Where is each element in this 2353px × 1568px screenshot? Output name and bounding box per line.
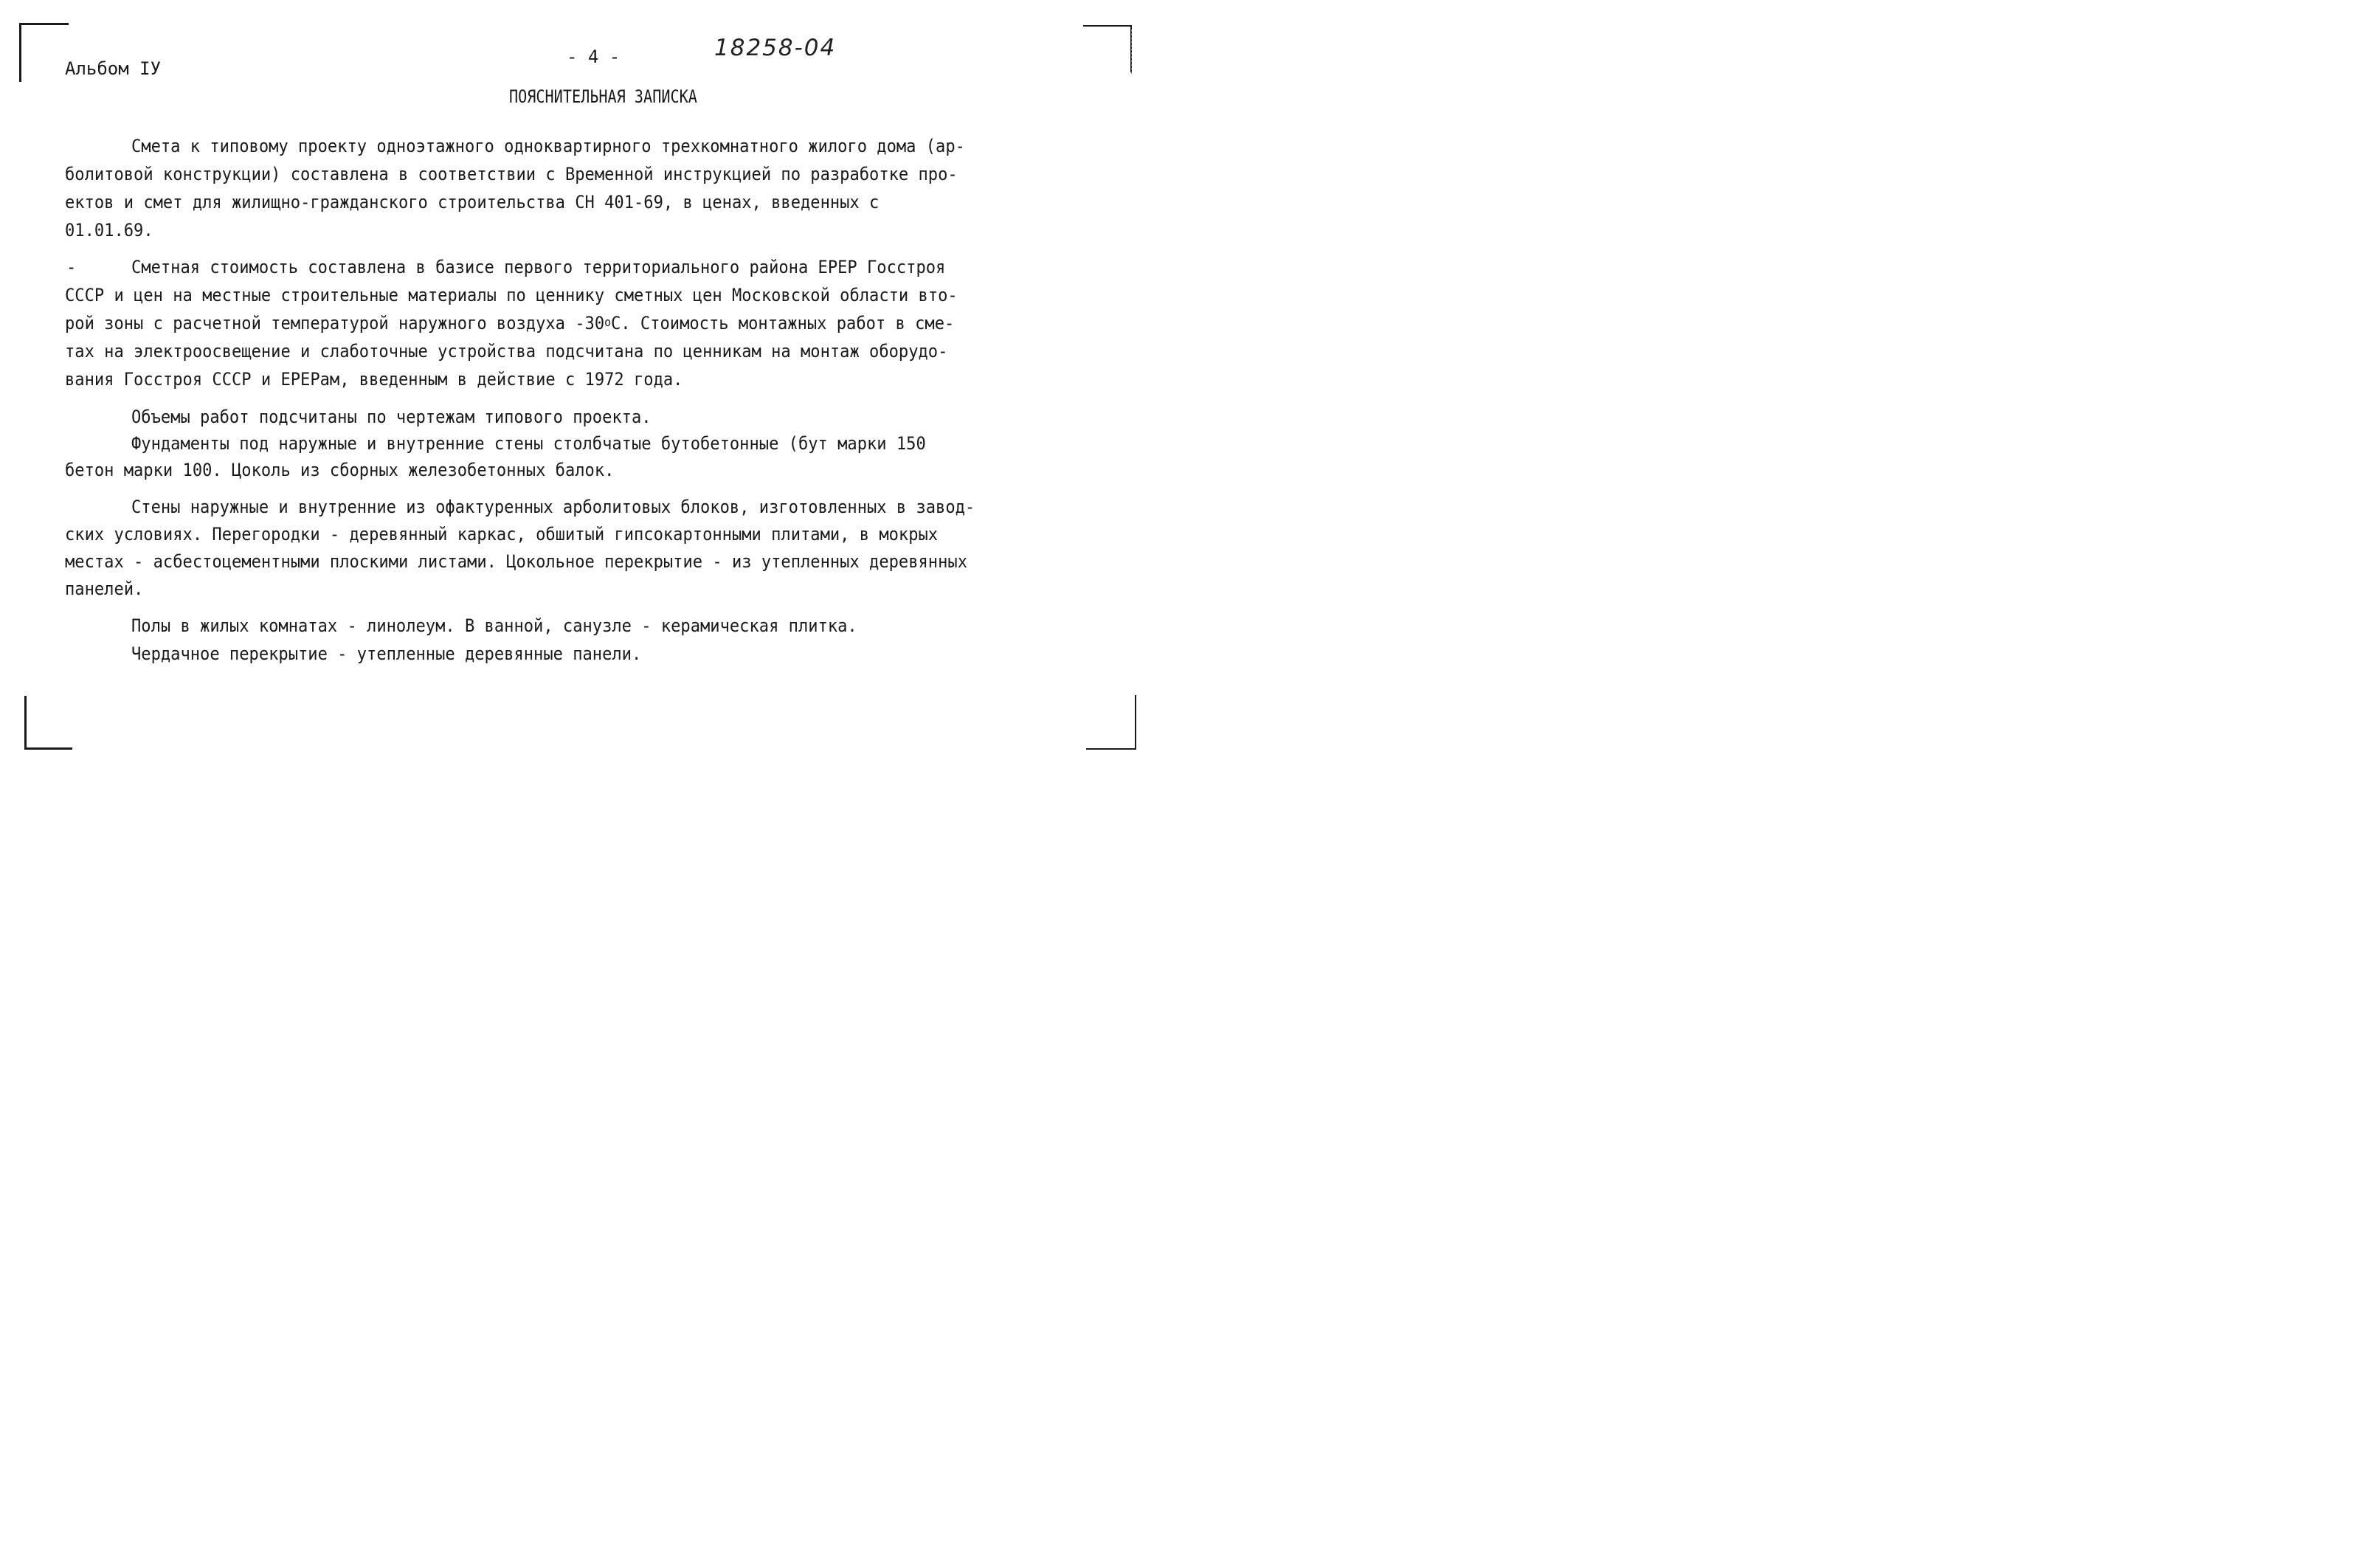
page-number: - 4 - <box>567 46 621 67</box>
text-line: Чердачное перекрытие - утепленные деревянные панели. <box>131 643 642 664</box>
text-fragment: рой зоны с расчетной температурой наружного воздуха -30 <box>65 313 605 334</box>
text-line: Полы в жилых комнатах - линолеум. В ванной, санузле - керамическая плитка. <box>131 615 857 636</box>
text-line: ектов и смет для жилищно-гражданского строительства СН 401-69, в ценах, введенных с <box>65 192 880 213</box>
album-label: Альбом IУ <box>65 58 162 79</box>
text-line: тах на электроосвещение и слаботочные устройства подсчитана по ценникам на монтаж оборудо- <box>65 341 948 362</box>
frame-edge-dotted-right <box>1131 30 1132 74</box>
paragraph-dash: - <box>66 257 77 277</box>
text-line: бетон марки 100. Цоколь из сборных железобетонных балок. <box>65 460 615 480</box>
frame-corner-top-right <box>1083 25 1132 72</box>
frame-corner-bottom-left <box>24 696 72 750</box>
text-line: панелей. <box>65 578 144 599</box>
text-line: Сметная стоимость составлена в базисе первого территориального района ЕРЕР Госстроя <box>131 257 946 277</box>
frame-corner-bottom-right <box>1086 695 1136 750</box>
text-line: болитовой конструкции) составлена в соответствии с Временной инструкцией по разработке про- <box>65 164 958 184</box>
text-line: Смета к типовому проекту одноэтажного одноквартирного трехкомнатного жилого дома (ар- <box>131 136 965 156</box>
text-line: вания Госстроя СССР и ЕРЕРам, введенным в действие с 1972 года. <box>65 369 683 390</box>
text-line: ских условиях. Перегородки - деревянный каркас, обшитый гипсокартонными плитами, в мокрых <box>65 524 939 545</box>
frame-corner-top-left <box>19 23 69 82</box>
text-fragment: С. Стоимость монтажных работ в сме- <box>611 313 955 334</box>
document-title: ПОЯСНИТЕЛЬНАЯ ЗАПИСКА <box>509 86 697 107</box>
document-code-handwritten: 18258-04 <box>714 35 837 61</box>
text-line: 01.01.69. <box>65 220 153 241</box>
text-line: Стены наружные и внутренние из офактуренных арболитовых блоков, изготовленных в завод- <box>131 497 975 517</box>
text-line: местах - асбестоцементными плоскими листами. Цокольное перекрытие - из утепленных деревянных <box>65 551 967 572</box>
text-line: СССР и цен на местные строительные материалы по ценнику сметных цен Московской области вто- <box>65 285 958 305</box>
text-line <box>65 312 954 334</box>
text-line: Объемы работ подсчитаны по чертежам типового проекта. <box>131 407 652 427</box>
degree-sign: о <box>604 315 612 329</box>
text-line: Фундаменты под наружные и внутренние стены столбчатые бутобетонные (бут марки 150 <box>131 433 926 454</box>
